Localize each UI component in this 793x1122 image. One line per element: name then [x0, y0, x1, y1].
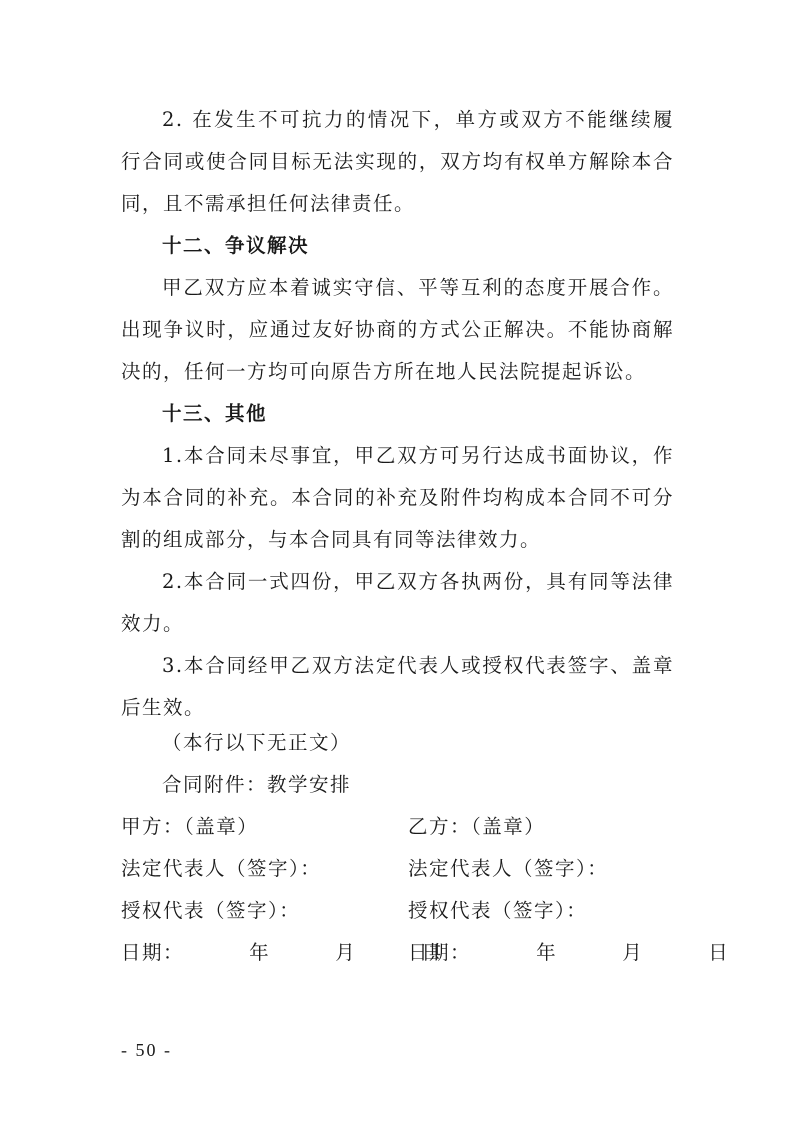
no-more-text-note: （本行以下无正文） — [162, 731, 352, 754]
party-a-date: 日期： 年 月 日 — [121, 941, 443, 964]
clause-force-majeure: 2. 在发生不可抗力的情况下，单方或双方不能继续履行合同或使合同目标无法实现的，双方均有权单方解除本合同，且不需承担任何法律责任。 — [121, 108, 674, 215]
page-number: - 50 - — [121, 1040, 172, 1060]
section-13-heading: 十三、其他 — [162, 402, 268, 425]
party-a-seal: 甲方：（盖章） — [121, 815, 259, 838]
party-a-authorized-rep: 授权代表（签字）： — [121, 899, 301, 922]
section-12-heading: 十二、争议解决 — [162, 234, 310, 257]
party-b-date: 日期： 年 月 日 — [408, 941, 730, 964]
section-13-item-2: 2.本合同一式四份，甲乙双方各执两份，具有同等法律效力。 — [121, 570, 674, 635]
section-13-item-1: 1.本合同未尽事宜，甲乙双方可另行达成书面协议，作为本合同的补充。本合同的补充及附件均构成本合同不可分割的组成部分，与本合同具有同等法律效力。 — [121, 444, 674, 551]
party-b-legal-rep: 法定代表人（签字）： — [408, 857, 609, 880]
section-13-item-3: 3.本合同经甲乙双方法定代表人或授权代表签字、盖章后生效。 — [121, 654, 674, 719]
party-b-authorized-rep: 授权代表（签字）： — [408, 899, 588, 922]
section-12-body: 甲乙双方应本着诚实守信、平等互利的态度开展合作。出现争议时，应通过友好协商的方式公正解决。不能协商解决的，任何一方均可向原告方所在地人民法院提起诉讼。 — [121, 276, 674, 383]
attachment-line: 合同附件：教学安排 — [162, 773, 352, 796]
party-b-seal: 乙方：（盖章） — [408, 815, 546, 838]
party-a-legal-rep: 法定代表人（签字）： — [121, 857, 322, 880]
